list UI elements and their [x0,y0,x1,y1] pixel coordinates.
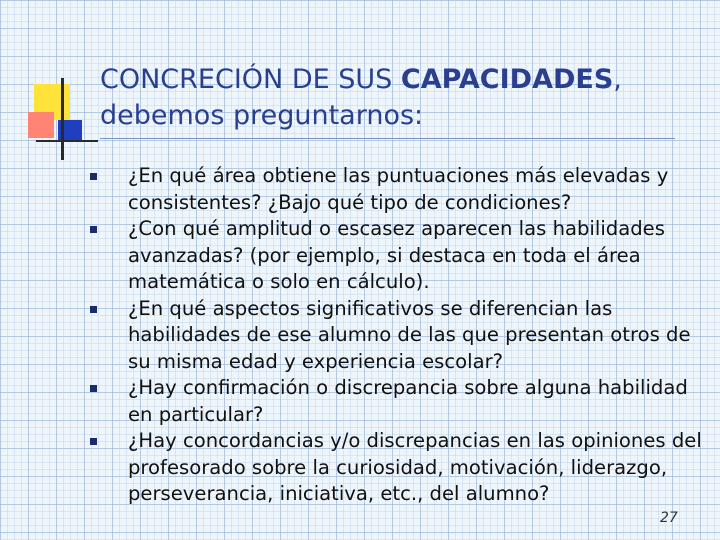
title-bold: CAPACIDADES [400,64,614,95]
bullet-text: ¿Con qué amplitud o escasez aparecen las habilidades avanzadas? (por ejemplo, si destaca en toda el área matemática o solo en cálculo). [128,217,665,293]
square-bullet-icon [90,173,97,180]
title-line2: debemos preguntarnos: [100,100,424,131]
decorative-logo [28,78,98,158]
bullet-text: ¿Hay confirmación o discrepancia sobre alguna habilidad en particular? [128,376,688,426]
page-number: 27 [660,510,678,526]
title-prefix: CONCRECIÓN DE SUS [100,64,401,95]
square-bullet-icon [90,306,97,313]
square-bullet-icon [90,385,97,392]
bullet-text: ¿Hay concordancias y/o discrepancias en las opiniones del profesorado sobre la curiosidad, motivación, liderazgo, perseverancia, iniciativa, etc., del alumno? [128,429,702,505]
square-bullet-icon [90,226,97,233]
bullet-item [90,296,705,376]
bullet-item [90,375,705,428]
bullet-text: ¿En qué área obtiene las puntuaciones más elevadas y consistentes? ¿Bajo qué tipo de condiciones? [128,164,669,214]
vertical-line [61,78,64,160]
title-suffix: , [613,64,622,95]
bullet-item [90,428,705,508]
bullet-list [90,163,705,508]
horizontal-line [36,140,98,142]
bullet-text: ¿En qué aspectos significativos se diferencian las habilidades de ese alumno de las que presentan otros de su misma edad y experiencia escolar? [128,296,691,373]
title-divider [100,138,675,139]
red-square [28,112,54,138]
bullet-item [90,216,705,296]
square-bullet-icon [90,438,97,445]
bullet-item [90,163,705,216]
slide-title [100,62,700,134]
